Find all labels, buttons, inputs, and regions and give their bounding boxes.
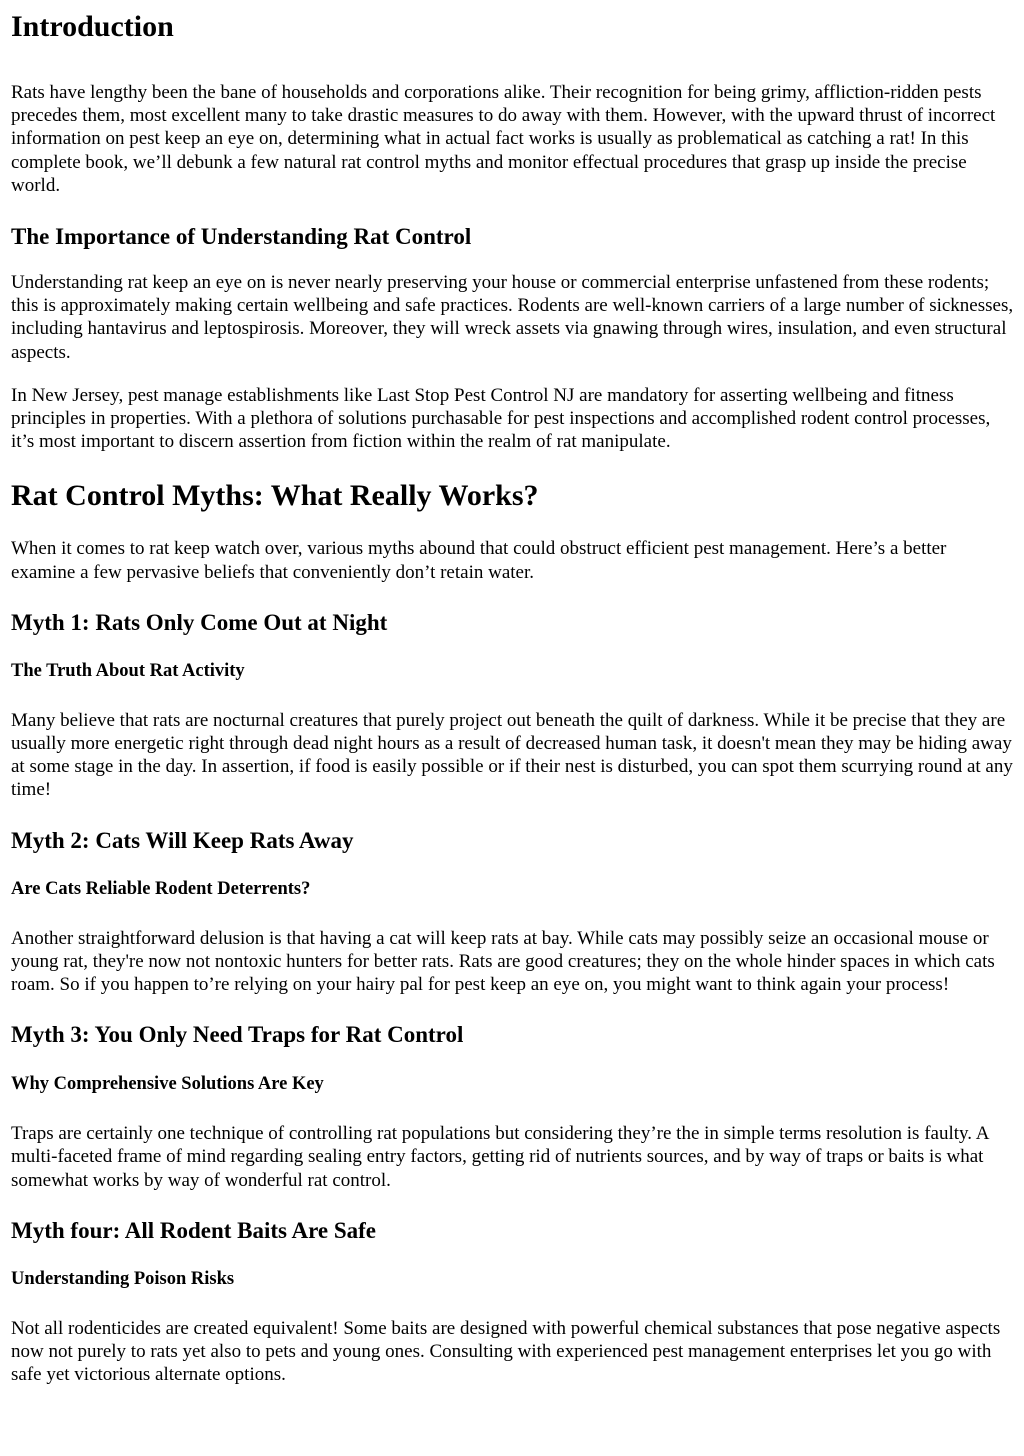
intro-heading: Introduction xyxy=(11,10,174,43)
myth3-heading: Myth 3: You Only Need Traps for Rat Control xyxy=(11,1022,464,1048)
myth1-heading: Myth 1: Rats Only Come Out at Night xyxy=(11,609,388,635)
myth2-heading: Myth 2: Cats Will Keep Rats Away xyxy=(11,827,354,853)
importance-paragraph-1: Understanding rat keep an eye on is never nearly preserving your house or commercial enterprise unfastened from these rodents; this is approximately making certain wellbeing and safe practices. Rodents are well-known carriers of a large number of sicknesses, including hantavirus and leptospirosis. Moreover, they will wreck assets via gnawing through wires, insulation, and even structural aspects. xyxy=(11,272,1014,363)
myth1-paragraph: Many believe that rats are nocturnal creatures that purely project out beneath the quilt of darkness. While it be precise that they are usually more energetic right through dead night hours as a result of decreased human task, it doesn't mean they may be hiding away at some stage in the day. In assertion, if food is easily possible or if their nest is disturbed, you can spot them scurrying round at any time! xyxy=(11,709,1013,801)
importance-heading: The Importance of Understanding Rat Control xyxy=(11,224,472,250)
myths-heading: Rat Control Myths: What Really Works? xyxy=(11,479,539,513)
myth1-subheading: The Truth About Rat Activity xyxy=(11,660,245,681)
myth2-subheading: Are Cats Reliable Rodent Deterrents? xyxy=(11,878,311,899)
intro-paragraph: Rats have lengthy been the bane of households and corporations alike. Their recognition for being grimy, affliction-ridden pests precedes them, most excellent many to take drastic measures to do away with them. However, with the upward thrust of incorrect information on pest keep an eye on, determining what in actual fact works is usually as problematical as catching a rat! In this complete book, we’ll debunk a few natural rat control myths and monitor effectual procedures that grasp up inside the precise world. xyxy=(11,82,996,196)
myths-paragraph: When it comes to rat keep watch over, various myths abound that could obstruct efficient pest management. Here’s a better examine a few pervasive beliefs that conveniently don’t retain water. xyxy=(11,538,947,583)
myth3-paragraph: Traps are certainly one technique of controlling rat populations but considering they’re the in simple terms resolution is faulty. A multi-faceted frame of mind regarding sealing entry factors, getting rid of nutrients sources, and by way of traps or baits is what somewhat works by way of wonderful rat control. xyxy=(11,1123,989,1191)
article xyxy=(0,10,1024,1386)
myth2-paragraph: Another straightforward delusion is that having a cat will keep rats at bay. While cats may possibly seize an occasional mouse or young rat, they're now not nontoxic hunters for better rats. Rats are good creatures; they on the whole hinder spaces in which cats roam. So if you happen to’re relying on your hairy pal for pest keep an eye on, you might want to think again your process! xyxy=(11,927,995,996)
myth4-subheading: Understanding Poison Risks xyxy=(11,1268,235,1289)
myth3-subheading: Why Comprehensive Solutions Are Key xyxy=(11,1074,324,1095)
myth4-paragraph: Not all rodenticides are created equivalent! Some baits are designed with powerful chemical substances that pose negative aspects now not purely to rats yet also to pets and young ones. Consulting with experienced pest management enterprises let you go with safe yet victorious alternate options. xyxy=(11,1317,1001,1386)
myth4-heading: Myth four: All Rodent Baits Are Safe xyxy=(11,1217,377,1243)
importance-paragraph-2: In New Jersey, pest manage establishments like Last Stop Pest Control NJ are mandatory for asserting wellbeing and fitness principles in properties. With a plethora of solutions purchasable for pest inspections and accomplished rodent control processes, it’s most important to discern assertion from fiction within the realm of rat manipulate. xyxy=(11,384,991,453)
